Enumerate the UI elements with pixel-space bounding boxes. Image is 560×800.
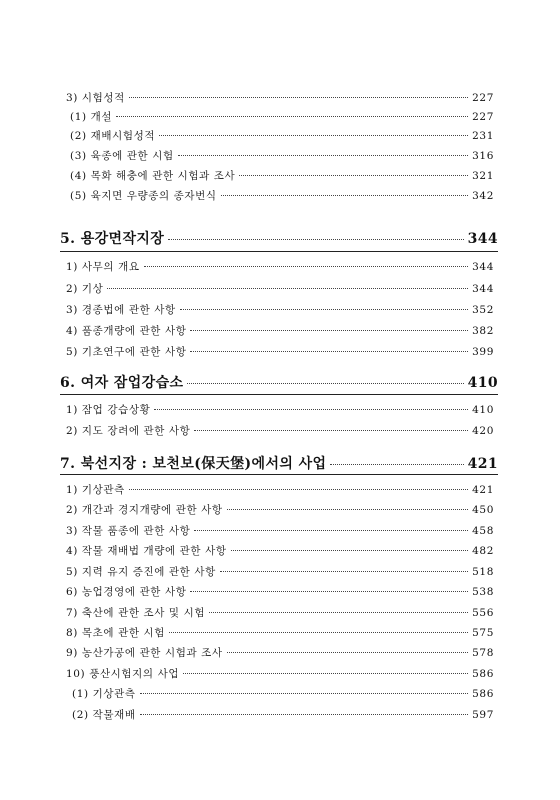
toc-entry[interactable] bbox=[70, 148, 494, 163]
toc-entry-label: 8) 목초에 관한 시험 bbox=[66, 627, 165, 639]
dot-leader bbox=[330, 464, 463, 465]
dot-leader bbox=[129, 97, 468, 98]
toc-entry[interactable] bbox=[66, 564, 494, 579]
toc-entry[interactable] bbox=[72, 707, 494, 722]
toc-entry[interactable] bbox=[66, 90, 494, 105]
toc-entry-page: 231 bbox=[472, 130, 494, 142]
toc-entry-page: 344 bbox=[472, 261, 494, 273]
toc-entry[interactable] bbox=[66, 402, 494, 417]
section-page: 421 bbox=[467, 456, 498, 472]
toc-entry-label: 2) 개간과 경지개량에 관한 사항 bbox=[66, 504, 223, 516]
dot-leader bbox=[178, 155, 468, 156]
toc-entry[interactable] bbox=[66, 344, 494, 359]
dot-leader bbox=[190, 330, 468, 331]
dot-leader bbox=[227, 652, 468, 653]
toc-entry[interactable] bbox=[66, 625, 494, 640]
toc-entry-label: 3) 작물 품종에 관한 사항 bbox=[66, 525, 191, 537]
toc-entry[interactable] bbox=[66, 259, 494, 274]
section-title: 6. 여자 잠업강습소 bbox=[60, 375, 184, 391]
toc-entry-page: 344 bbox=[472, 283, 494, 295]
toc-entry-label: 4) 작물 재배법 개량에 관한 사항 bbox=[66, 545, 227, 557]
dot-leader bbox=[209, 612, 468, 613]
toc-entry[interactable] bbox=[66, 482, 494, 497]
toc-entry-page: 399 bbox=[472, 346, 494, 358]
toc-entry-label: 6) 농업경영에 관한 사항 bbox=[66, 586, 187, 598]
section-page: 410 bbox=[467, 375, 498, 391]
dot-leader bbox=[187, 383, 463, 384]
toc-entry-label: (1) 기상관측 bbox=[72, 688, 136, 700]
toc-entry-page: 586 bbox=[472, 688, 494, 700]
toc-entry[interactable] bbox=[66, 523, 494, 538]
toc-entry-page: 410 bbox=[472, 404, 494, 416]
toc-entry-page: 575 bbox=[472, 627, 494, 639]
toc-entry-page: 518 bbox=[472, 566, 494, 578]
toc-entry-label: 9) 농산가공에 관한 시험과 조사 bbox=[66, 647, 223, 659]
toc-entry[interactable] bbox=[66, 281, 494, 296]
toc-entry-page: 458 bbox=[472, 525, 494, 537]
dot-leader bbox=[190, 591, 468, 592]
dot-leader bbox=[227, 509, 468, 510]
toc-entry-page: 382 bbox=[472, 325, 494, 337]
toc-entry-page: 352 bbox=[472, 304, 494, 316]
toc-entry-label: (3) 육종에 관한 시험 bbox=[70, 150, 174, 162]
dot-leader bbox=[180, 309, 468, 310]
toc-entry[interactable] bbox=[70, 109, 494, 124]
toc-entry-page: 578 bbox=[472, 647, 494, 659]
toc-entry-label: 1) 기상관측 bbox=[66, 484, 125, 496]
toc-entry-page: 342 bbox=[472, 190, 494, 202]
dot-leader bbox=[221, 195, 468, 196]
toc-entry-label: 3) 경종법에 관한 사항 bbox=[66, 304, 176, 316]
section-rule bbox=[60, 394, 498, 395]
toc-entry-page: 420 bbox=[472, 425, 494, 437]
section-heading[interactable] bbox=[60, 372, 498, 392]
toc-entry[interactable] bbox=[66, 645, 494, 660]
dot-leader bbox=[140, 714, 468, 715]
toc-entry[interactable] bbox=[66, 666, 494, 681]
toc-entry[interactable] bbox=[66, 584, 494, 599]
toc-entry-page: 321 bbox=[472, 170, 494, 182]
dot-leader bbox=[140, 693, 468, 694]
toc-entry[interactable] bbox=[70, 128, 494, 143]
section-heading[interactable] bbox=[60, 228, 498, 248]
toc-entry-label: 3) 시험성적 bbox=[66, 92, 125, 104]
dot-leader bbox=[190, 351, 468, 352]
dot-leader bbox=[107, 288, 468, 289]
section-rule bbox=[60, 251, 498, 252]
toc-entry-page: 421 bbox=[472, 484, 494, 496]
toc-entry-page: 227 bbox=[472, 111, 494, 123]
toc-entry-label: (2) 재배시험성적 bbox=[70, 130, 156, 142]
toc-entry[interactable] bbox=[70, 188, 494, 203]
toc-entry-label: 5) 기초연구에 관한 사항 bbox=[66, 346, 187, 358]
dot-leader bbox=[159, 135, 468, 136]
toc-entry[interactable] bbox=[66, 423, 494, 438]
dot-leader bbox=[194, 530, 468, 531]
section-rule bbox=[60, 474, 498, 475]
toc-entry-page: 482 bbox=[472, 545, 494, 557]
dot-leader bbox=[194, 430, 468, 431]
section-title: 7. 북선지장 : 보천보(保天堡)에서의 사업 bbox=[60, 456, 327, 472]
toc-entry-label: 10) 풍산시험지의 사업 bbox=[66, 668, 180, 680]
section-title: 5. 용강면작지장 bbox=[60, 231, 165, 247]
toc-entry-page: 597 bbox=[472, 709, 494, 721]
toc-entry-label: 1) 사무의 개요 bbox=[66, 261, 140, 273]
toc-entry-label: 7) 축산에 관한 조사 및 시험 bbox=[66, 607, 206, 619]
toc-entry-label: (2) 작물재배 bbox=[72, 709, 136, 721]
dot-leader bbox=[129, 489, 468, 490]
toc-entry-label: 4) 품종개량에 관한 사항 bbox=[66, 325, 187, 337]
dot-leader bbox=[168, 239, 463, 240]
section-heading[interactable] bbox=[60, 453, 498, 473]
toc-entry-label: 1) 잠업 강습상황 bbox=[66, 404, 151, 416]
toc-entry-page: 227 bbox=[472, 92, 494, 104]
dot-leader bbox=[239, 175, 468, 176]
dot-leader bbox=[183, 673, 468, 674]
toc-entry[interactable] bbox=[66, 502, 494, 517]
dot-leader bbox=[116, 116, 468, 117]
toc-entry-page: 586 bbox=[472, 668, 494, 680]
toc-entry[interactable] bbox=[70, 168, 494, 183]
toc-entry-label: (1) 개설 bbox=[70, 111, 113, 123]
toc-entry-page: 556 bbox=[472, 607, 494, 619]
toc-entry[interactable] bbox=[66, 302, 494, 317]
toc-entry-label: 2) 지도 장려에 관한 사항 bbox=[66, 425, 191, 437]
dot-leader bbox=[220, 571, 468, 572]
toc-entry[interactable] bbox=[66, 543, 494, 558]
toc-entry[interactable] bbox=[66, 323, 494, 338]
toc-entry-label: 5) 지력 유지 증진에 관한 사항 bbox=[66, 566, 216, 578]
section-page: 344 bbox=[467, 231, 498, 247]
toc-entry-label: (4) 목화 해충에 관한 시험과 조사 bbox=[70, 170, 236, 182]
toc-entry[interactable] bbox=[72, 686, 494, 701]
toc-entry-label: 2) 기상 bbox=[66, 283, 104, 295]
toc-entry-page: 316 bbox=[472, 150, 494, 162]
dot-leader bbox=[231, 550, 468, 551]
toc-entry-label: (5) 육지면 우량종의 종자번식 bbox=[70, 190, 217, 202]
dot-leader bbox=[154, 409, 468, 410]
toc-entry-page: 450 bbox=[472, 504, 494, 516]
dot-leader bbox=[144, 266, 468, 267]
toc-entry-page: 538 bbox=[472, 586, 494, 598]
toc-entry[interactable] bbox=[66, 605, 494, 620]
dot-leader bbox=[169, 632, 468, 633]
